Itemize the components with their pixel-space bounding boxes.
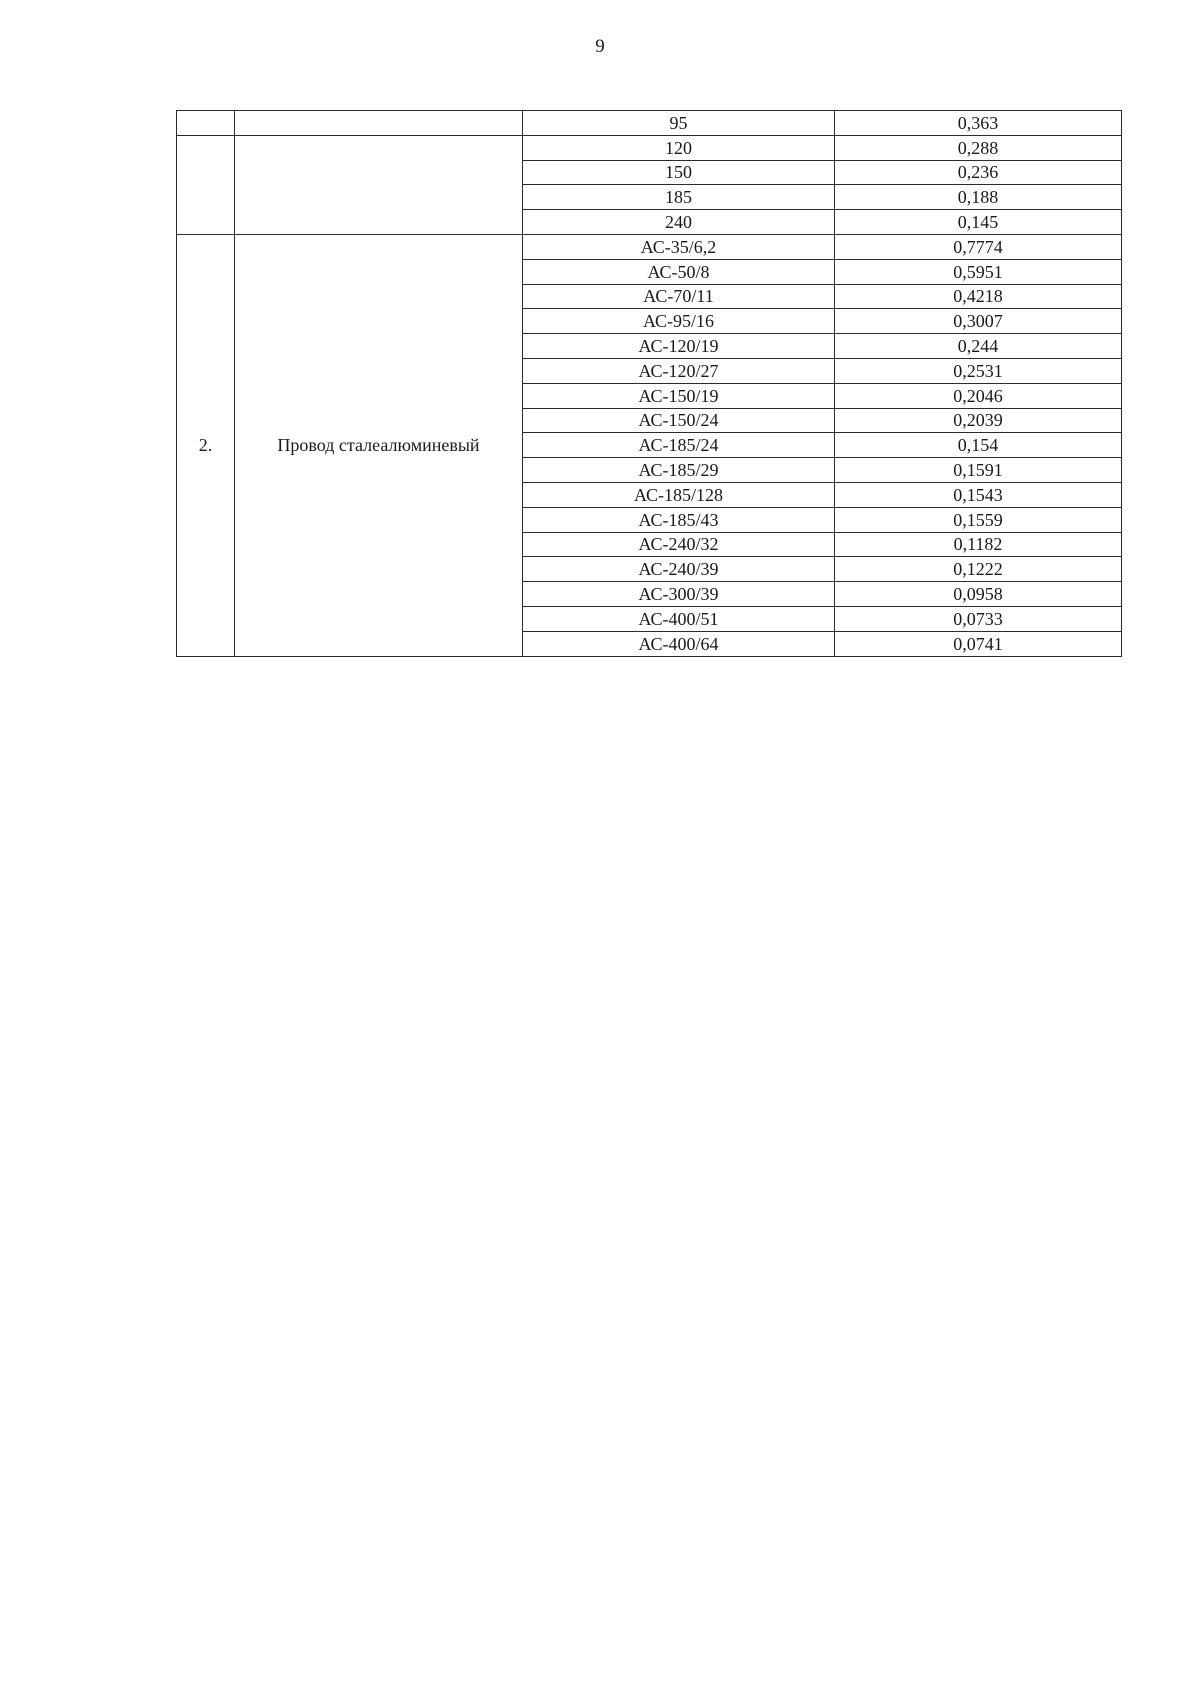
wire-mark-cell: АС-185/43: [523, 507, 835, 532]
wire-mark-cell: АС-120/27: [523, 358, 835, 383]
wire-mark-cell: 150: [523, 160, 835, 185]
resistance-value-cell: 0,0733: [835, 606, 1122, 631]
resistance-value-cell: 0,236: [835, 160, 1122, 185]
wire-name-cell: [235, 135, 523, 234]
resistance-value-cell: 0,288: [835, 135, 1122, 160]
wire-mark-cell: 120: [523, 135, 835, 160]
wire-mark-cell: АС-185/128: [523, 482, 835, 507]
resistance-value-cell: 0,2046: [835, 383, 1122, 408]
wire-mark-cell: АС-50/8: [523, 259, 835, 284]
wire-mark-cell: АС-300/39: [523, 582, 835, 607]
wire-name-cell: Провод сталеалюминевый: [235, 234, 523, 656]
resistance-value-cell: 0,4218: [835, 284, 1122, 309]
wire-mark-cell: АС-70/11: [523, 284, 835, 309]
wire-mark-cell: 95: [523, 111, 835, 136]
resistance-value-cell: 0,188: [835, 185, 1122, 210]
table-row: [177, 111, 1122, 136]
wire-mark-cell: АС-150/24: [523, 408, 835, 433]
resistance-value-cell: 0,3007: [835, 309, 1122, 334]
page-number: 9: [595, 36, 605, 57]
wire-mark-cell: АС-240/32: [523, 532, 835, 557]
wire-mark-cell: 240: [523, 210, 835, 235]
wire-mark-cell: АС-185/24: [523, 433, 835, 458]
wire-mark-cell: АС-400/51: [523, 606, 835, 631]
wire-mark-cell: АС-150/19: [523, 383, 835, 408]
resistance-value-cell: 0,1222: [835, 557, 1122, 582]
resistance-value-cell: 0,5951: [835, 259, 1122, 284]
table-body: [177, 111, 1122, 657]
resistance-value-cell: 0,0958: [835, 582, 1122, 607]
wire-mark-cell: АС-400/64: [523, 631, 835, 656]
wire-resistance-table: [176, 110, 1122, 657]
resistance-value-cell: 0,1559: [835, 507, 1122, 532]
resistance-value-cell: 0,2039: [835, 408, 1122, 433]
resistance-value-cell: 0,1543: [835, 482, 1122, 507]
wire-mark-cell: АС-240/39: [523, 557, 835, 582]
wire-mark-cell: АС-35/6,2: [523, 234, 835, 259]
resistance-value-cell: 0,145: [835, 210, 1122, 235]
resistance-value-cell: 0,244: [835, 334, 1122, 359]
row-number-cell: [177, 111, 235, 136]
resistance-value-cell: 0,0741: [835, 631, 1122, 656]
wire-mark-cell: АС-120/19: [523, 334, 835, 359]
row-number-cell: [177, 135, 235, 234]
resistance-value-cell: 0,363: [835, 111, 1122, 136]
table-row: [177, 135, 1122, 160]
row-number-cell: 2.: [177, 234, 235, 656]
resistance-value-cell: 0,7774: [835, 234, 1122, 259]
resistance-value-cell: 0,2531: [835, 358, 1122, 383]
wire-mark-cell: 185: [523, 185, 835, 210]
wire-mark-cell: АС-95/16: [523, 309, 835, 334]
wire-name-cell: [235, 111, 523, 136]
table-row: [177, 234, 1122, 259]
resistance-value-cell: 0,154: [835, 433, 1122, 458]
resistance-value-cell: 0,1182: [835, 532, 1122, 557]
wire-mark-cell: АС-185/29: [523, 458, 835, 483]
resistance-value-cell: 0,1591: [835, 458, 1122, 483]
